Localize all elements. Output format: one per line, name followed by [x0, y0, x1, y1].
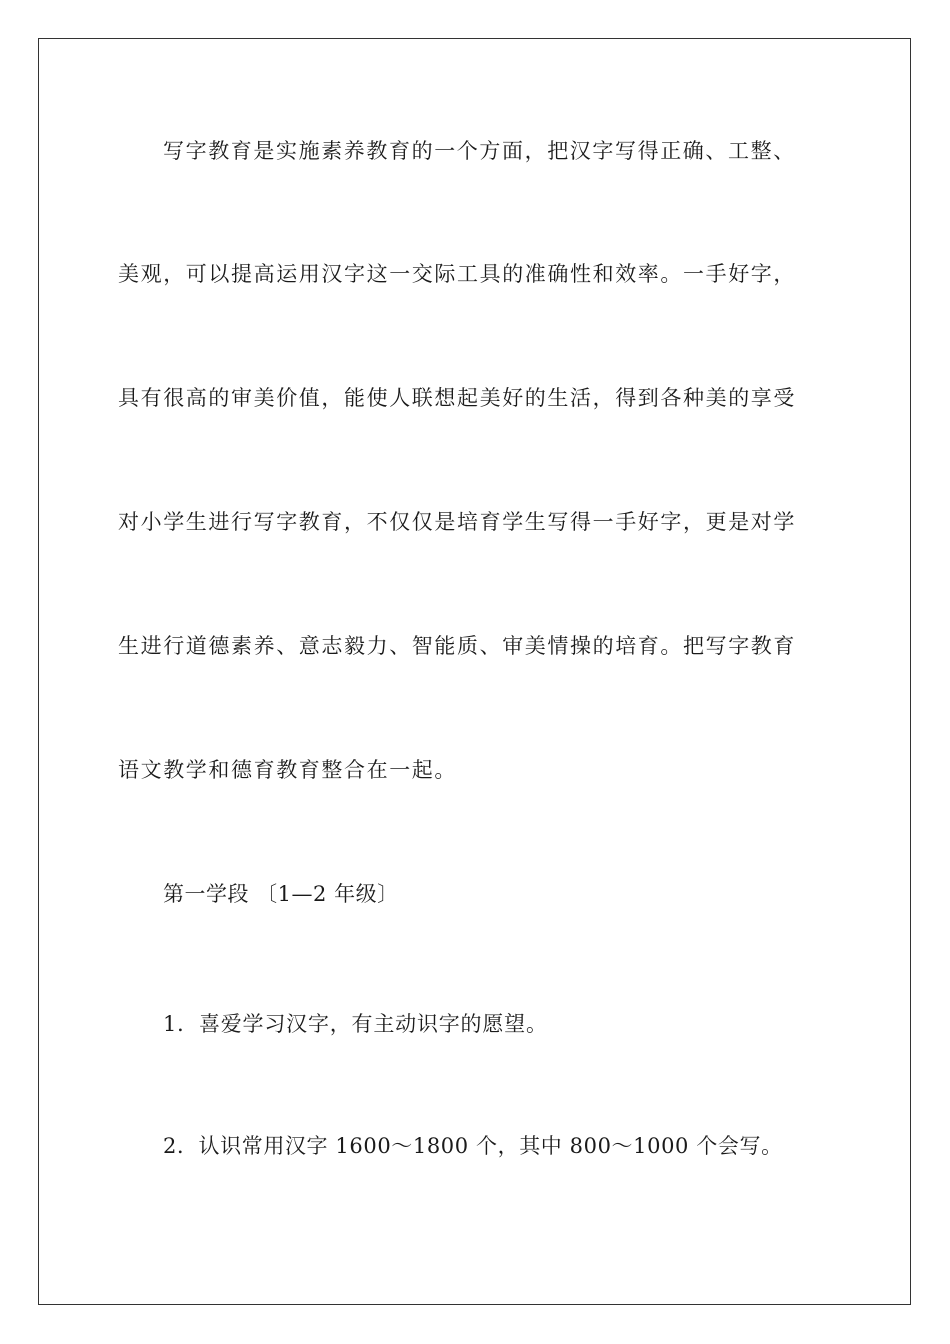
list-item-2: 2．认识常用汉字 1600～1800 个，其中 800～1000 个会写。: [163, 1134, 783, 1158]
section-heading: 第一学段 〔1—2 年级〕: [163, 882, 399, 906]
paragraph-line-2: 美观，可以提高运用汉字这一交际工具的准确性和效率。一手好字，: [118, 262, 796, 286]
page-border: [38, 38, 911, 1305]
list-item-1: 1．喜爱学习汉字，有主动识字的愿望。: [163, 1012, 548, 1036]
paragraph-line-1: 写字教育是实施素养教育的一个方面，把汉字写得正确、工整、: [163, 139, 796, 163]
paragraph-line-3: 具有很高的审美价值，能使人联想起美好的生活，得到各种美的享受: [118, 386, 796, 410]
paragraph-line-6: 语文教学和德育教育整合在一起。: [118, 758, 457, 782]
paragraph-line-5: 生进行道德素养、意志毅力、智能质、审美情操的培育。把写字教育: [118, 634, 796, 658]
paragraph-line-4: 对小学生进行写字教育，不仅仅是培育学生写得一手好字，更是对学: [118, 510, 796, 534]
